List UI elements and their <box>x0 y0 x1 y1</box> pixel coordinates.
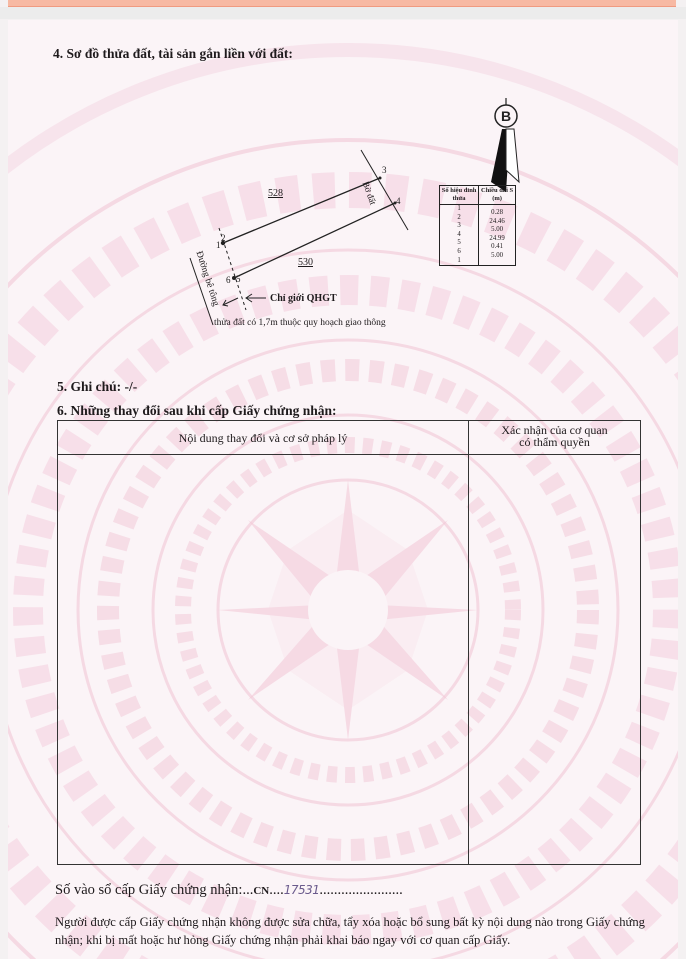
top-accent-bar <box>8 0 676 7</box>
north-arrow-icon <box>491 98 519 192</box>
road-label: Đường bê tông <box>193 250 221 308</box>
section-5-title: 5. Ghi chú: -/- <box>57 379 138 394</box>
svg-text:1: 1 <box>216 240 221 250</box>
warning-notice: Người được cấp Giấy chứng nhận không được sửa chữa, tẩy xóa hoặc bổ sung bất kỳ nội dung nào trong Giấy chứng nhận; khi bị mất hoặc hư hỏng Giấy chứng nhận phải khai báo ngay với cơ quan cấp Giấy. <box>55 915 645 947</box>
changes-content-column <box>58 421 469 864</box>
changes-header-content: Nội dung thay đổi và cơ sở pháp lý <box>178 431 348 445</box>
svg-text:3: 3 <box>382 165 387 175</box>
length-table-header-length: Chiều dài S (m) <box>479 186 516 205</box>
registry-prefix: CN <box>253 885 270 897</box>
changes-header-confirmation: Xác nhận của cơ quan có thẩm quyền <box>501 423 608 449</box>
diagram-note: thửa đất có 1,7m thuộc quy hoạch giao thông <box>214 318 386 328</box>
svg-text:5: 5 <box>236 274 241 284</box>
length-table-header-point: Số hiệu đỉnh thửa <box>440 186 479 205</box>
changes-table <box>57 420 641 865</box>
parcel-530-label: 530 <box>298 257 313 268</box>
section-4-title: 4. Sơ đồ thửa đất, tài sản gắn liền với đất: <box>53 46 293 61</box>
section-6-title: 6. Những thay đổi sau khi cấp Giấy chứng nhận: <box>57 403 337 418</box>
svg-text:B: B <box>500 108 512 124</box>
svg-text:4: 4 <box>396 196 401 206</box>
svg-text:6: 6 <box>226 275 231 285</box>
page-gap <box>0 7 686 19</box>
length-table-points: 1 2 3 4 5 6 1 <box>440 205 479 266</box>
registry-number: 17531 <box>283 883 320 897</box>
length-table <box>439 185 516 266</box>
parcel-528-label: 528 <box>268 188 283 199</box>
boundary-label: Chỉ giới QHGT <box>270 293 337 304</box>
registry-number-line: Số vào sổ cấp Giấy chứng nhận:...CN....17531....................... <box>55 882 403 898</box>
bank-label: Bờ đất <box>360 180 379 206</box>
svg-text:2: 2 <box>221 233 226 243</box>
length-table-lengths: 0.28 24.46 5.00 24.99 0.41 5.00 <box>479 205 516 266</box>
certificate-page <box>8 20 678 959</box>
